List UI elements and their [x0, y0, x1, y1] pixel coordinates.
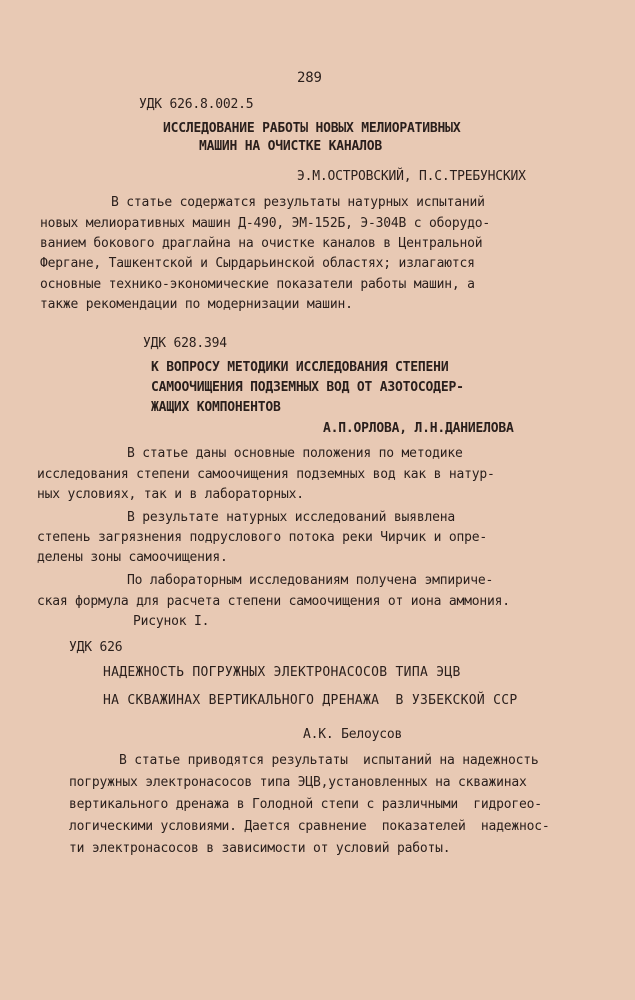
- article-body-line: ванием бокового драглайна на очистке каналов в Центральной: [40, 236, 483, 251]
- figure-reference: Рисунок I.: [133, 614, 210, 629]
- article-body-line: основные технико-экономические показатели работы машин, а: [40, 277, 475, 292]
- article-body-line: В статье приводятся результаты испытаний на надежность: [119, 753, 539, 768]
- article-body-line: исследования степени самоочищения подземных вод как в натур-: [37, 467, 495, 482]
- article-body-line: вертикального дренажа в Голодной степи с различными гидрогео-: [69, 797, 542, 812]
- article-body-line: также рекомендации по модернизации машин.: [40, 297, 353, 312]
- article-body-line: делены зоны самоочищения.: [37, 550, 228, 565]
- udk-code: УДК 626: [69, 640, 123, 655]
- article-body-line: В статье даны основные положения по методике: [127, 446, 463, 461]
- article-body-line: Фергане, Ташкентской и Сырдарьинской областях; излагаются: [40, 256, 475, 271]
- article-title-line: К ВОПРОСУ МЕТОДИКИ ИССЛЕДОВАНИЯ СТЕПЕНИ: [151, 360, 449, 375]
- article-body-line: По лабораторным исследованиям получена эмпириче-: [127, 573, 494, 588]
- article-title-line: НАДЕЖНОСТЬ ПОГРУЖНЫХ ЭЛЕКТРОНАСОСОВ ТИПА ЭЦВ: [103, 665, 461, 680]
- article-body-line: логическими условиями. Дается сравнение показателей надежнос-: [69, 819, 550, 834]
- article-title-line: ЖАЩИХ КОМПОНЕНТОВ: [151, 400, 281, 415]
- article-body-line: степень загрязнения подруслового потока реки Чирчик и опре-: [37, 530, 487, 545]
- article-body-line: В результате натурных исследований выявлена: [127, 510, 455, 525]
- article-authors: Э.М.ОСТРОВСКИЙ, П.С.ТРЕБУНСКИХ: [297, 169, 526, 184]
- article-body-line: В статье содержатся результаты натурных испытаний: [111, 195, 485, 210]
- udk-code: УДК 628.394: [143, 336, 227, 351]
- article-authors: А.П.ОРЛОВА, Л.Н.ДАНИЕЛОВА: [323, 421, 514, 436]
- article-body-line: ти электронасосов в зависимости от условий работы.: [69, 841, 451, 856]
- article-title-line: САМООЧИЩЕНИЯ ПОДЗЕМНЫХ ВОД ОТ АЗОТОСОДЕР-: [151, 380, 464, 395]
- page-number: 289: [297, 70, 322, 86]
- article-authors: А.К. Белоусов: [303, 727, 403, 742]
- article-title-line: НА СКВАЖИНАХ ВЕРТИКАЛЬНОГО ДРЕНАЖА В УЗБЕКСКОЙ ССР: [103, 693, 518, 708]
- article-body-line: ская формула для расчета степени самоочищения от иона аммония.: [37, 594, 510, 609]
- article-title-line: МАШИН НА ОЧИСТКЕ КАНАЛОВ: [199, 139, 383, 154]
- udk-code: УДК 626.8.002.5: [139, 97, 254, 112]
- article-title-line: ИССЛЕДОВАНИЕ РАБОТЫ НОВЫХ МЕЛИОРАТИВНЫХ: [163, 121, 461, 136]
- article-body-line: новых мелиоративных машин Д-490, ЭМ-152Б, Э-304В с оборудо-: [40, 216, 490, 231]
- article-body-line: погружных электронасосов типа ЭЦВ,установленных на скважинах: [69, 775, 527, 790]
- article-body-line: ных условиях, так и в лабораторных.: [37, 487, 304, 502]
